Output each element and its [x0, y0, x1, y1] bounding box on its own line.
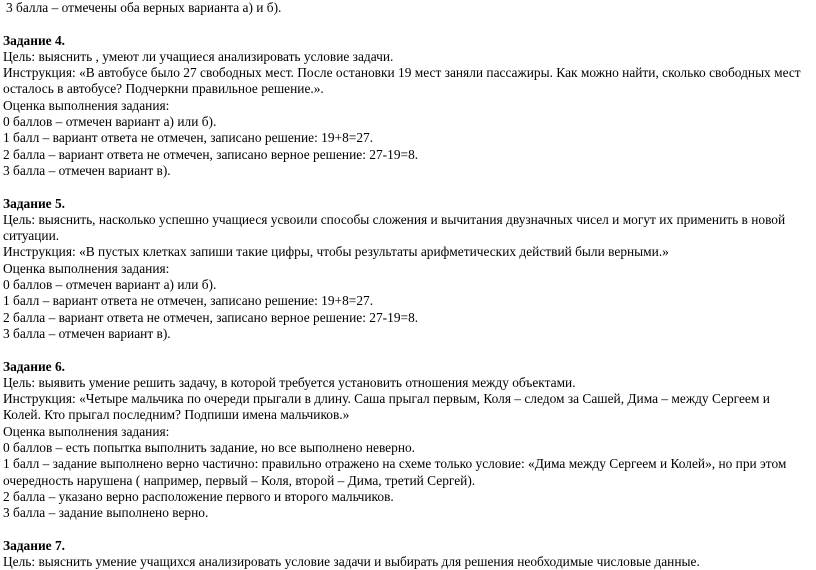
task-5-instruction: Инструкция: «В пустых клетках запиши такие цифры, чтобы результаты арифметических действий были верными.» — [3, 244, 669, 260]
task-7-title: Задание 7. — [3, 537, 65, 553]
task-4-instruction: Инструкция: «В автобусе было 27 свободных мест. После остановки 19 мест заняли пассажиры. Как можно найти, сколько свободных мест осталось в автобусе? Подчеркни правильное решение.». — [3, 65, 801, 97]
task-6-score-0: 0 баллов – есть попытка выполнить задание, но все выполнено неверно. — [3, 440, 416, 456]
task-4-score-2: 2 балла – вариант ответа не отмечен, записано верное решение: 27-19=8. — [3, 146, 419, 162]
task-4-score-0: 0 баллов – отмечен вариант а) или б). — [3, 114, 217, 130]
task-6-instruction: Инструкция: «Четыре мальчика по очереди прыгали в длину. Саша прыгал первым, Коля – следом за Сашей, Дима – между Сергеем и Колей. Кто прыгал последним? Подпиши имена мальчиков.» — [3, 391, 770, 423]
task-5-score-3: 3 балла – отмечен вариант в). — [3, 325, 171, 341]
task-5-score-0: 0 баллов – отмечен вариант а) или б). — [3, 277, 217, 293]
task-6-title: Задание 6. — [3, 358, 65, 374]
task-4-score-1: 1 балл – вариант ответа не отмечен, записано решение: 19+8=27. — [3, 130, 374, 146]
task-4-score-3: 3 балла – отмечен вариант в). — [3, 162, 171, 178]
task-4-goal: Цель: выяснить , умеют ли учащиеся анализировать условие задачи. — [3, 48, 394, 64]
spacer — [3, 16, 810, 32]
spacer — [3, 179, 810, 195]
task-5-evaluation-label: Оценка выполнения задания: — [3, 260, 170, 276]
task-6-evaluation-label: Оценка выполнения задания: — [3, 423, 170, 439]
task-6-score-3: 3 балла – задание выполнено верно. — [3, 505, 209, 521]
task-7-goal: Цель: выяснить умение учащихся анализировать условие задачи и выбирать для решения необходимые числовые данные. — [3, 554, 700, 570]
task-5-score-2: 2 балла – вариант ответа не отмечен, записано верное решение: 27-19=8. — [3, 309, 419, 325]
task-5-goal: Цель: выяснить, насколько успешно учащиеся усвоили способы сложения и вычитания двузначных чисел и могут их применить в новой ситуации. — [3, 211, 786, 244]
task-6-score-1: 1 балл – задание выполнено верно частично: правильно отражено на схеме только условие: «Дима между Сергеем и Колей», но при этом очередность нарушена ( например, первый – Коля, второй – Дима, третий Сергей). — [3, 456, 787, 488]
task-4-evaluation-label: Оценка выполнения задания: — [3, 97, 170, 113]
task-5-score-1: 1 балл – вариант ответа не отмечен, записано решение: 19+8=27. — [3, 293, 374, 309]
spacer — [3, 522, 810, 538]
task-6-goal: Цель: выявить умение решить задачу, в которой требуется установить отношения между объектами. — [3, 374, 576, 390]
task-6-score-2: 2 балла – указано верно расположение первого и второго мальчиков. — [3, 488, 394, 504]
spacer — [3, 342, 810, 358]
intro-line: 3 балла – отмечены оба верных варианта а) и б). — [6, 0, 282, 15]
task-5-title: Задание 5. — [3, 195, 65, 211]
task-4-title: Задание 4. — [3, 32, 65, 48]
